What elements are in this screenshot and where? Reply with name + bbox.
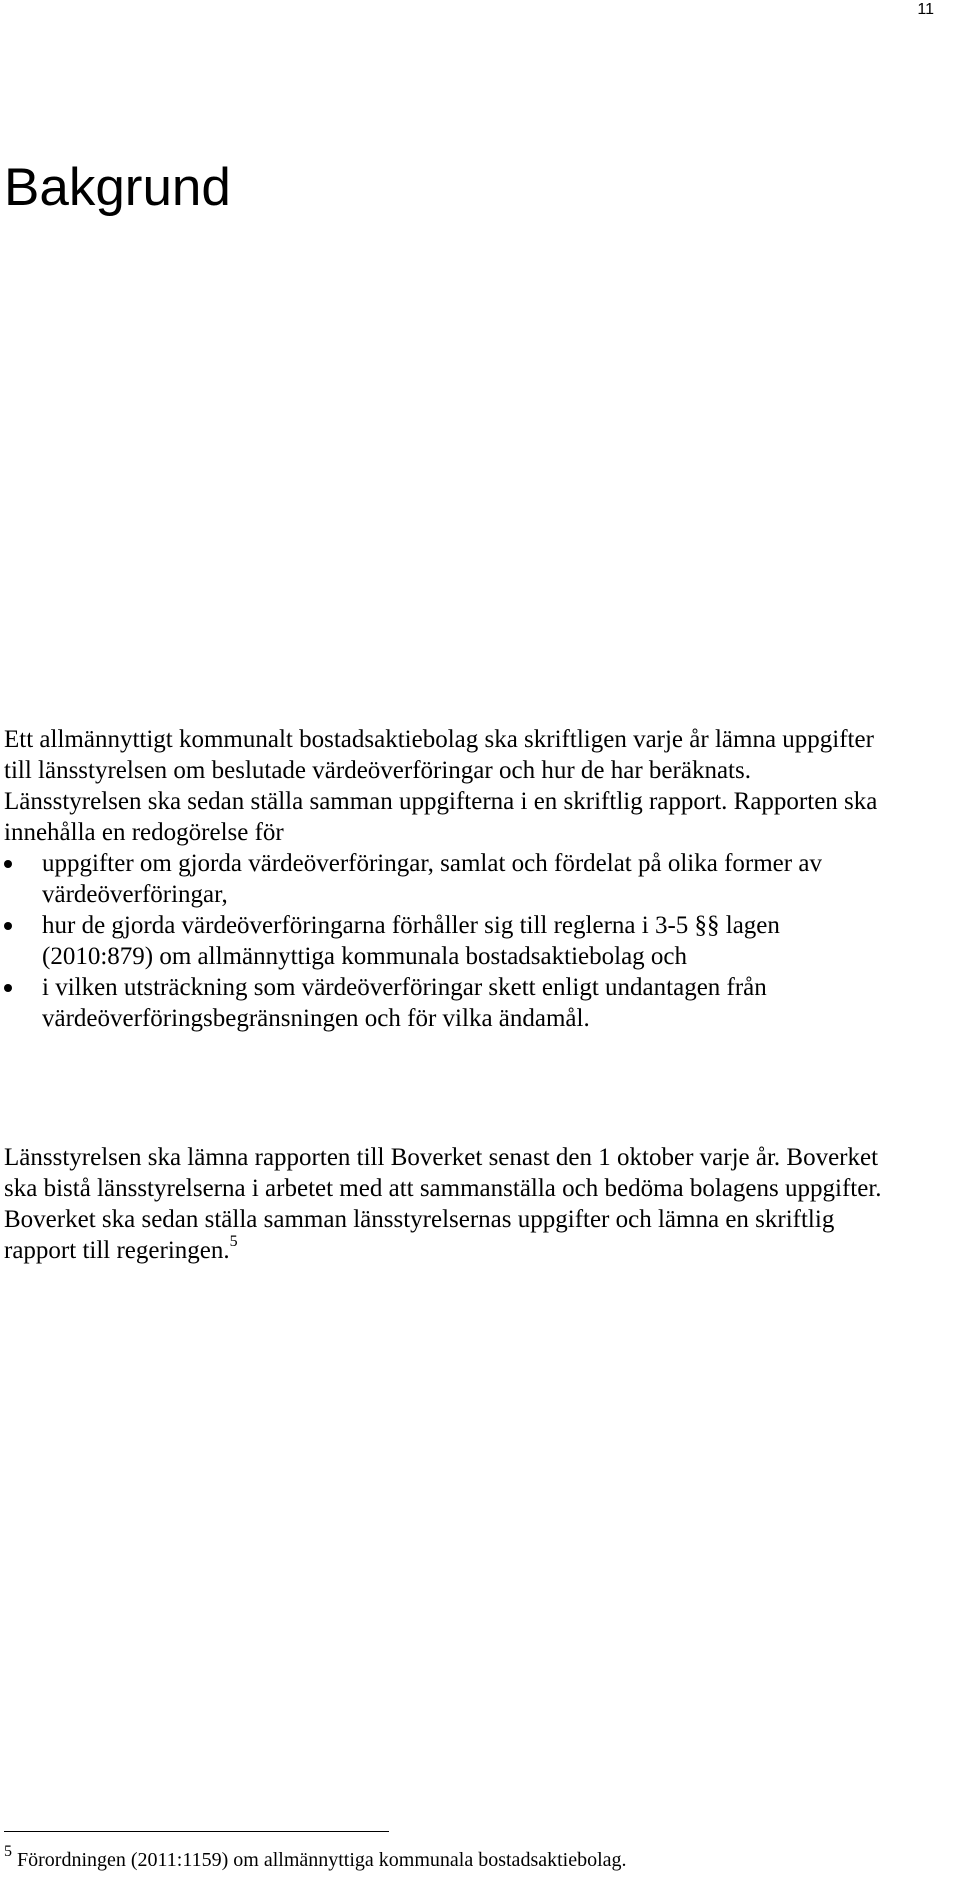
footnote-divider xyxy=(4,1831,389,1832)
bullet-icon xyxy=(4,922,12,930)
list-item-text: hur de gjorda värdeöverföringarna förhåller sig till reglerna i 3-5 §§ lagen (2010:879) om allmännyttiga kommunala bostadsaktiebolag och xyxy=(42,912,780,970)
bullet-icon xyxy=(4,860,12,868)
section-heading: Bakgrund xyxy=(4,158,231,217)
list-item xyxy=(4,848,884,910)
bullet-list xyxy=(4,848,884,1034)
closing-section xyxy=(4,1142,884,1266)
closing-text: Länsstyrelsen ska lämna rapporten till Boverket senast den 1 oktober varje år. Boverket ska bistå länsstyrelserna i arbetet med att sammanställa och bedöma bolagens uppgifter. Boverket ska sedan ställa samman länsstyrelsernas uppgifter och lämna en skriftlig rapport till regeringen. xyxy=(4,1144,882,1264)
bullet-icon xyxy=(4,984,12,992)
closing-paragraph xyxy=(4,1142,884,1266)
footnote-number: 5 xyxy=(4,1843,12,1860)
footnote xyxy=(4,1843,627,1873)
page-number: 11 xyxy=(917,1,934,18)
list-item xyxy=(4,910,884,972)
footnote-text: Förordningen (2011:1159) om allmännyttiga kommunala bostadsaktiebolag. xyxy=(17,1849,627,1871)
intro-section xyxy=(4,724,884,1034)
list-item-text: uppgifter om gjorda värdeöverföringar, samlat och fördelat på olika former av värdeöverföringar, xyxy=(42,850,822,908)
list-item xyxy=(4,972,884,1034)
list-item-text: i vilken utsträckning som värdeöverföringar skett enligt undantagen från värdeöverföringsbegränsningen och för vilka ändamål. xyxy=(42,974,767,1032)
intro-paragraph: Ett allmännyttigt kommunalt bostadsaktiebolag ska skriftligen varje år lämna uppgifter till länsstyrelsen om beslutade värdeöverföringar och hur de har beräknats. Länsstyrelsen ska sedan ställa samman uppgifterna i en skriftlig rapport. Rapporten ska innehålla en redogörelse för xyxy=(4,726,878,846)
footnote-reference[interactable]: 5 xyxy=(229,1233,238,1250)
